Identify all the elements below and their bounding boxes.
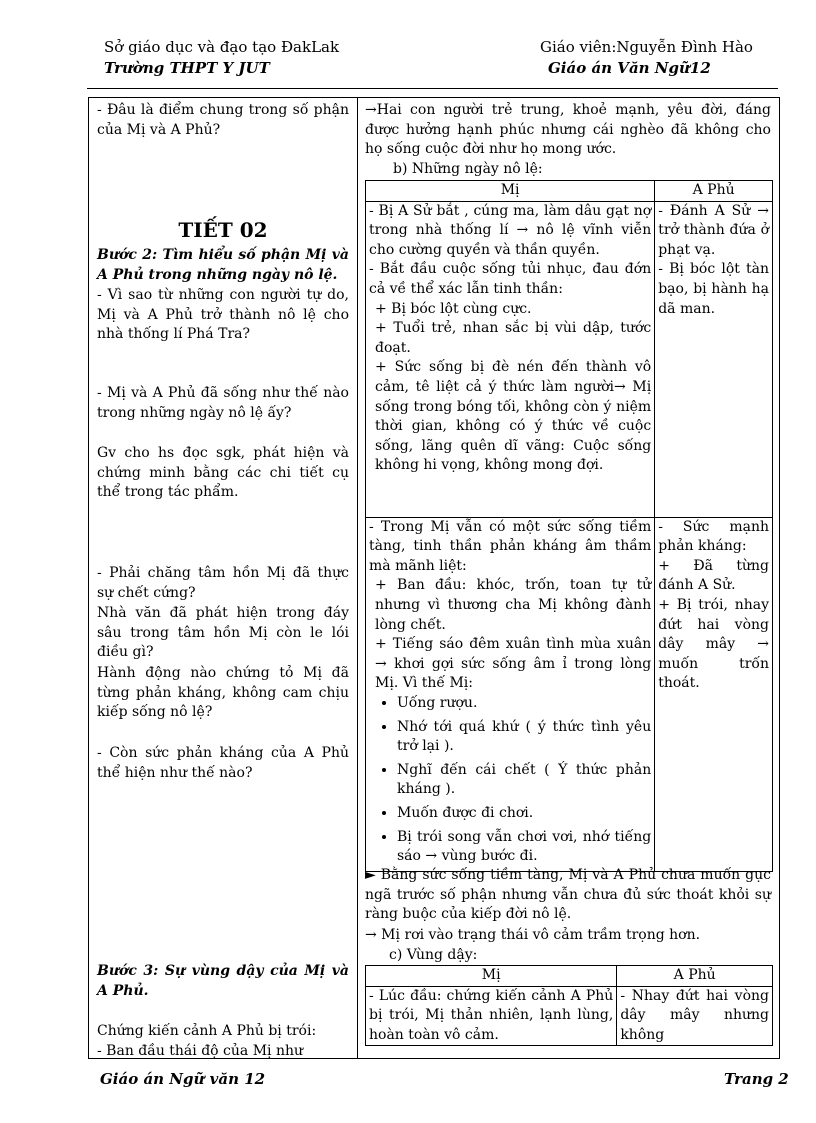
section-c-title: c) Vùng dậy:: [389, 947, 478, 963]
uprising-mi-cell: - Lúc đầu: chứng kiến cảnh A Phủ bị trói, Mị thản nhiên, lạnh lùng, hoàn toàn vô cảm.: [366, 986, 617, 1046]
resistance-a-phu-line: + Bị trói, nhay đứt hai vòng dây mây → muốn trốn thoát.: [658, 596, 769, 692]
question-resistance-action: Hành động nào chứng tỏ Mị đã từng phản kháng, không cam chịu kiếp sống nô lệ?: [97, 665, 349, 721]
footer-title: Giáo án Ngữ văn 12: [100, 1070, 266, 1088]
header-school: Trường THPT Y JUT: [104, 59, 270, 77]
header-teacher: Giáo viên:Nguyễn Đình Hào: [540, 38, 753, 56]
witness-scene-text: Chứng kiến cảnh A Phủ bị trói:: [97, 1023, 317, 1039]
section-b-result: → Mị rơi vào trạng thái vô cảm trầm trọng hơn.: [365, 927, 701, 943]
list-item: • Nghĩ đến cái chết ( Ý thức phản kháng ).: [397, 761, 651, 800]
slavery-mi-line: - Bắt đầu cuộc sống tủi nhục, đau đớn cả về thể xác lẫn tinh thần:: [369, 261, 652, 297]
list-item: • Bị trói song vẫn chơi vơi, nhớ tiếng sáo → vùng bước đi.: [397, 828, 651, 867]
header-rule: [87, 88, 778, 89]
footer-page-number: Trang 2: [724, 1070, 789, 1088]
slavery-mi-line: + Bị bóc lột cùng cực.: [375, 300, 532, 317]
slavery-mi-resistance: [366, 517, 655, 871]
lesson-period-title: TIẾT 02: [178, 218, 268, 242]
slavery-mi-line: + Sức sống bị đè nén đến thành vô cảm, tê liệt cả ý thức làm người→ Mị sống trong bóng tối, không còn ý niệm thời gian, không có ý thức về cuộc sống, lãng quên dĩ vãng: Cuộc sống không hi vọng, không mong đợi.: [375, 359, 652, 474]
question-common-fate: - Đâu là điểm chung trong số phận của Mị và A Phủ?: [97, 102, 349, 138]
question-a-phu-resistance: - Còn sức phản kháng của A Phủ thể hiện như thế nào?: [97, 745, 349, 781]
step-3-heading: Bước 3: Sự vùng dậy của Mị và A Phủ.: [97, 963, 349, 999]
resistance-a-phu-line: - Sức mạnh phản kháng:: [658, 518, 769, 555]
slavery-a-phu-suffering: [655, 201, 773, 517]
uprising-table: [365, 965, 773, 1046]
slavery-header-mi: Mị: [366, 181, 655, 202]
uprising-header-a-phu: A Phủ: [617, 966, 773, 987]
section-b-conclusion: ► Bằng sức sống tiềm tàng, Mị và A Phủ chưa muốn gục ngã trước số phận nhưng vẫn chưa đủ sức thoát khỏi sự ràng buộc của kiếp đời nô lệ.: [365, 867, 771, 923]
resistance-mi-line: + Tiếng sáo đêm xuân tình mùa xuân → khơi gợi sức sống âm ỉ trong lòng Mị. Vì thế Mị:: [375, 636, 652, 692]
teacher-activity-column: [89, 98, 358, 1058]
question-why-slaves: - Vì sao từ những con người tự do, Mị và A Phủ trở thành nô lệ cho nhà thống lí Phá Tra?: [97, 287, 349, 343]
header-subject: Giáo án Văn Ngữ12: [548, 59, 711, 77]
slavery-a-phu-line: - Bị bóc lột tàn bạo, bị hành hạ dã man.: [658, 261, 769, 317]
header-department: Sở giáo dục và đạo tạo ĐakLak: [104, 38, 340, 56]
list-item: • Nhớ tới quá khứ ( ý thức tình yêu trở lại ).: [397, 718, 651, 757]
uprising-a-phu-cell: - Nhay đứt hai vòng dây mây nhưng không: [617, 986, 773, 1046]
section-b-title: b) Những ngày nô lệ:: [393, 161, 543, 177]
question-soul-dead: - Phải chăng tâm hồn Mị đã thực sự chết cứng?: [97, 565, 349, 601]
list-item: • Muốn được đi chơi.: [397, 804, 651, 824]
slavery-mi-line: + Tuổi trẻ, nhan sắc bị vùi dập, tước đoạt.: [375, 320, 652, 356]
slavery-a-phu-resistance: [655, 517, 773, 871]
slavery-mi-suffering: [366, 201, 655, 517]
initial-attitude-question: - Ban đầu thái độ của Mị như: [97, 1043, 304, 1059]
content-column: [359, 98, 779, 1058]
question-how-lived: - Mị và A Phủ đã sống như thế nào trong những ngày nô lệ ấy?: [97, 385, 349, 421]
slavery-a-phu-line: - Đánh A Sử → trở thành đứa ở phạt vạ.: [658, 202, 769, 258]
list-item: • Uống rượu.: [397, 694, 651, 714]
uprising-header-mi: Mị: [366, 966, 617, 987]
resistance-a-phu-line: + Đã từng đánh A Sử.: [658, 557, 769, 594]
lesson-table: [88, 97, 780, 1059]
mi-actions-list: [369, 694, 651, 867]
slavery-header-a-phu: A Phủ: [655, 181, 773, 202]
question-hidden-spark: Nhà văn đã phát hiện trong đáy sâu trong tâm hồn Mị còn le lói điều gì?: [97, 605, 349, 661]
intro-conclusion: →Hai con người trẻ trung, khoẻ mạnh, yêu đời, đáng được hưởng hạnh phúc nhưng cái nghèo đã không cho họ sống cuộc đời như họ mong ước.: [365, 102, 771, 158]
slavery-table: [365, 180, 773, 872]
resistance-mi-line: - Trong Mị vẫn có một sức sống tiềm tàng, tinh thần phản kháng âm thầm mà mãnh liệt:: [369, 518, 652, 574]
teacher-instruction: Gv cho hs đọc sgk, phát hiện và chứng minh bằng các chi tiết cụ thể trong tác phẩm.: [97, 445, 349, 501]
slavery-mi-line: - Bị A Sử bắt , cúng ma, làm dâu gạt nợ trong nhà thống lí → nô lệ vĩnh viễn cho cường quyền và thần quyền.: [369, 202, 652, 258]
resistance-mi-line: + Ban đầu: khóc, trốn, toan tự tử nhưng vì thương cha Mị không đành lòng chết.: [375, 577, 652, 633]
step-2-heading: Bước 2: Tìm hiểu số phận Mị và A Phủ trong những ngày nô lệ.: [97, 247, 349, 283]
